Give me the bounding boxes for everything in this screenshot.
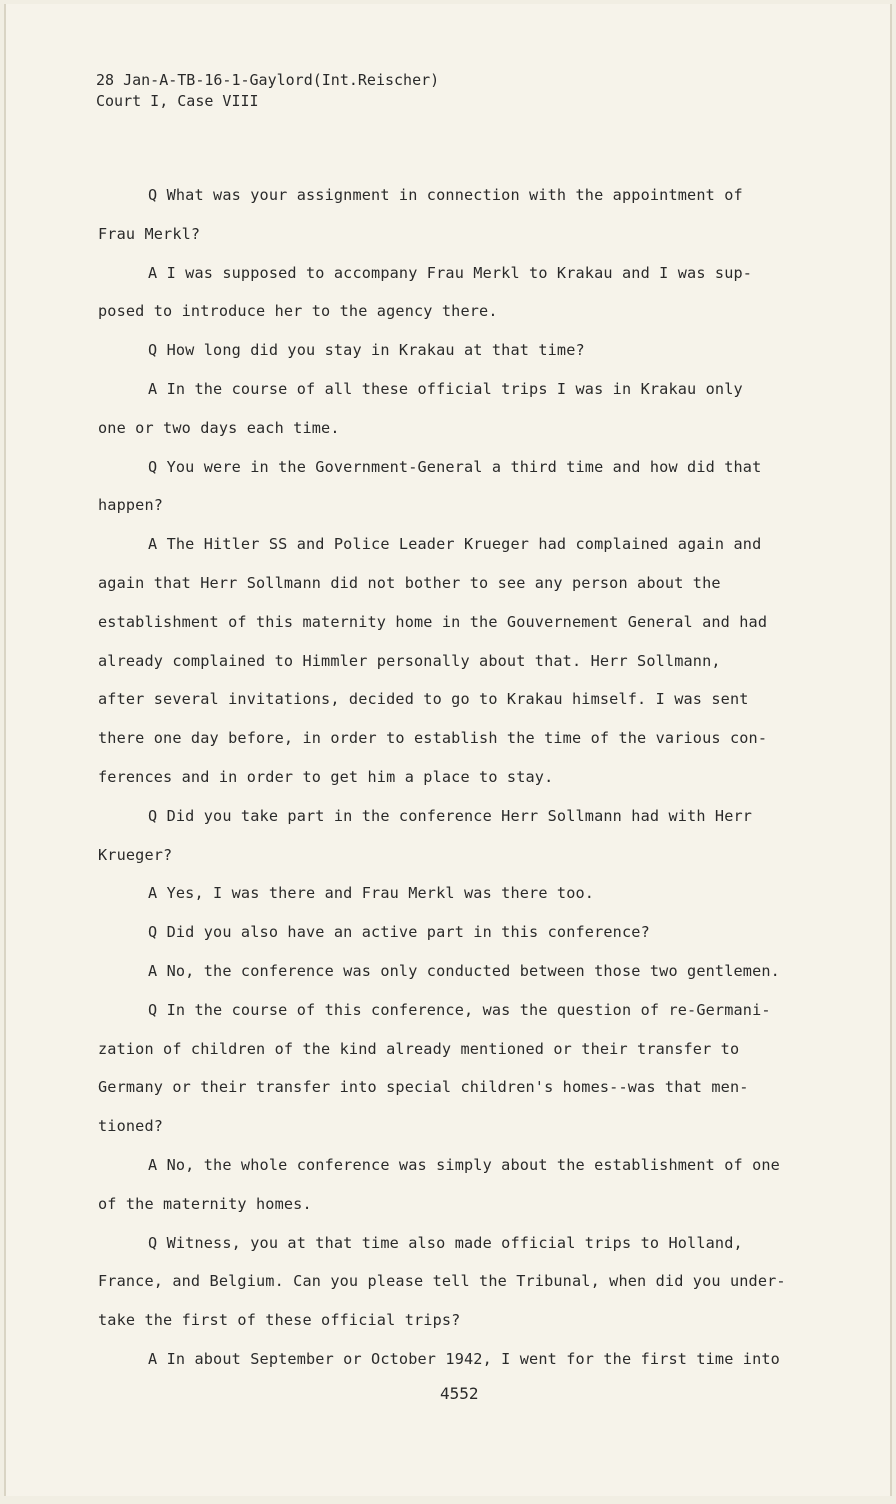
transcript-line: A Yes, I was there and Frau Merkl was there too.	[148, 884, 595, 903]
transcript-line: A No, the whole conference was simply about the establishment of one	[148, 1155, 780, 1174]
document-header	[96, 70, 439, 112]
transcript-line: ferences and in order to get him a place to stay.	[98, 767, 554, 786]
transcript-line: Krueger?	[98, 845, 173, 864]
transcript-line: Q Witness, you at that time also made official trips to Holland,	[148, 1233, 743, 1252]
transcript-line: Q Did you take part in the conference Herr Sollmann had with Herr	[148, 806, 753, 825]
transcript-line: A The Hitler SS and Police Leader Krueger had complained again and	[148, 535, 762, 554]
transcript-body	[98, 176, 838, 1379]
transcript-line: tioned?	[98, 1117, 164, 1136]
transcript-line: A In about September or October 1942, I went for the first time into	[148, 1349, 780, 1368]
transcript-line: Germany or their transfer into special children's homes--was that men-	[98, 1078, 749, 1097]
transcript-line: Q You were in the Government-General a third time and how did that	[148, 457, 762, 476]
transcript-line: take the first of these official trips?	[98, 1311, 461, 1330]
header-line-2: Court I, Case VIII	[96, 92, 259, 110]
page-number: 4552	[440, 1384, 479, 1403]
document-page	[4, 4, 892, 1496]
transcript-line: after several invitations, decided to go to Krakau himself. I was sent	[98, 690, 749, 709]
transcript-line: one or two days each time.	[98, 418, 340, 437]
transcript-line: posed to introduce her to the agency there.	[98, 302, 498, 321]
transcript-line: Q What was your assignment in connection with the appointment of	[148, 186, 743, 204]
transcript-line: A I was supposed to accompany Frau Merkl to Krakau and I was sup-	[148, 263, 753, 282]
header-line-1: 28 Jan-A-TB-16-1-Gaylord(Int.Reischer)	[96, 71, 440, 89]
transcript-line: again that Herr Sollmann did not bother to see any person about the	[98, 573, 721, 592]
transcript-line: Q In the course of this conference, was the question of re-Germani-	[148, 1000, 771, 1019]
transcript-line: there one day before, in order to establish the time of the various con-	[98, 729, 768, 748]
transcript-line: establishment of this maternity home in the Gouvernement General and had	[98, 612, 768, 631]
transcript-line: Q Did you also have an active part in this conference?	[148, 923, 650, 942]
transcript-line: Frau Merkl?	[98, 224, 201, 243]
transcript-line: France, and Belgium. Can you please tell the Tribunal, when did you under-	[98, 1272, 786, 1291]
transcript-line: of the maternity homes.	[98, 1194, 312, 1213]
transcript-line: happen?	[98, 496, 164, 515]
transcript-line: already complained to Himmler personally about that. Herr Sollmann,	[98, 651, 721, 670]
transcript-line: Q How long did you stay in Krakau at that time?	[148, 341, 585, 360]
transcript-line: zation of children of the kind already mentioned or their transfer to	[98, 1039, 740, 1058]
transcript-line: A In the course of all these official trips I was in Krakau only	[148, 379, 743, 398]
transcript-line: A No, the conference was only conducted between those two gentlemen.	[148, 961, 780, 980]
